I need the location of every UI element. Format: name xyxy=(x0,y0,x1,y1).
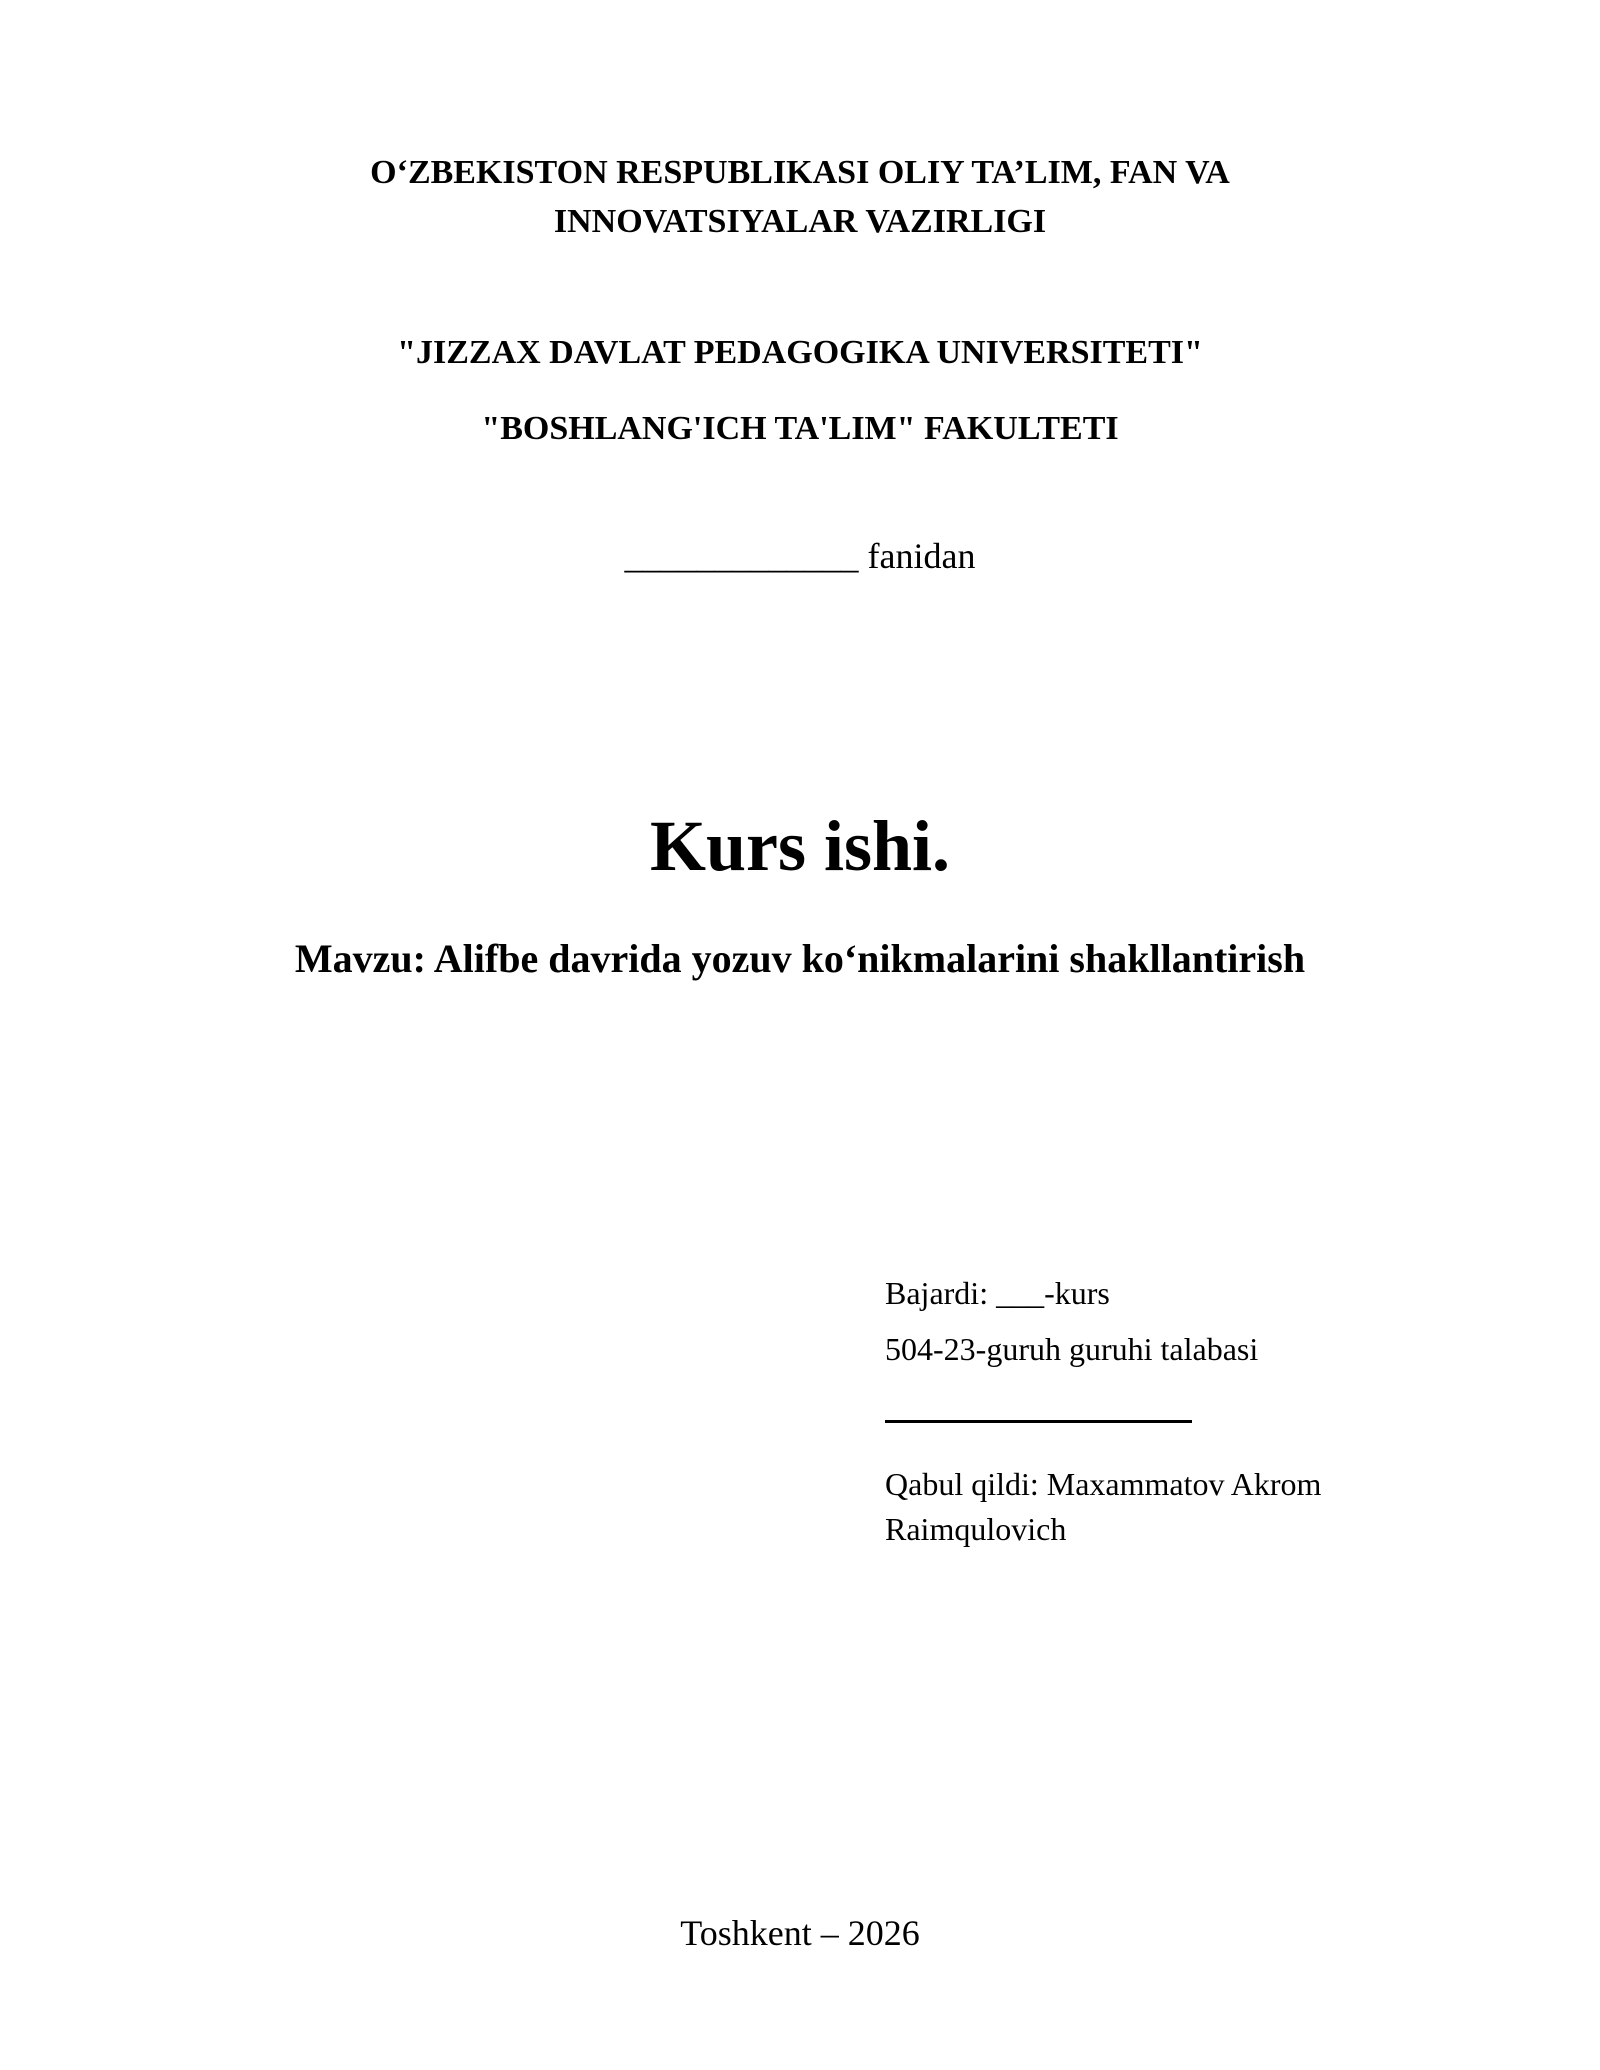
university-name: "JIZZAX DAVLAT PEDAGOGIKA UNIVERSITETI" xyxy=(397,334,1203,371)
ministry-line-1: O‘ZBEKISTON RESPUBLIKASI OLIY TA’LIM, FAN VA xyxy=(370,154,1230,191)
ministry-line-2: INNOVATSIYALAR VAZIRLIGI xyxy=(553,203,1047,240)
document-title: Kurs ishi. xyxy=(649,806,951,886)
city-year: Toshkent – 2026 xyxy=(680,1913,920,1953)
signature-line xyxy=(885,1420,1192,1423)
performed-by: Bajardi: ___-kurs xyxy=(885,1275,1110,1311)
accepted-by: Qabul qildi: Maxammatov Akrom Raimqulovich xyxy=(885,1466,1322,1547)
student-group: 504-23-guruh guruhi talabasi xyxy=(885,1331,1259,1367)
faculty-name: "BOSHLANG'ICH TA'LIM" FAKULTETI xyxy=(481,410,1119,447)
document-topic: Mavzu: Alifbe davrida yozuv ko‘nikmalarini shakllantirish xyxy=(294,936,1306,981)
ministry-heading xyxy=(0,148,1600,246)
subject-line: _____________ fanidan xyxy=(624,536,976,576)
